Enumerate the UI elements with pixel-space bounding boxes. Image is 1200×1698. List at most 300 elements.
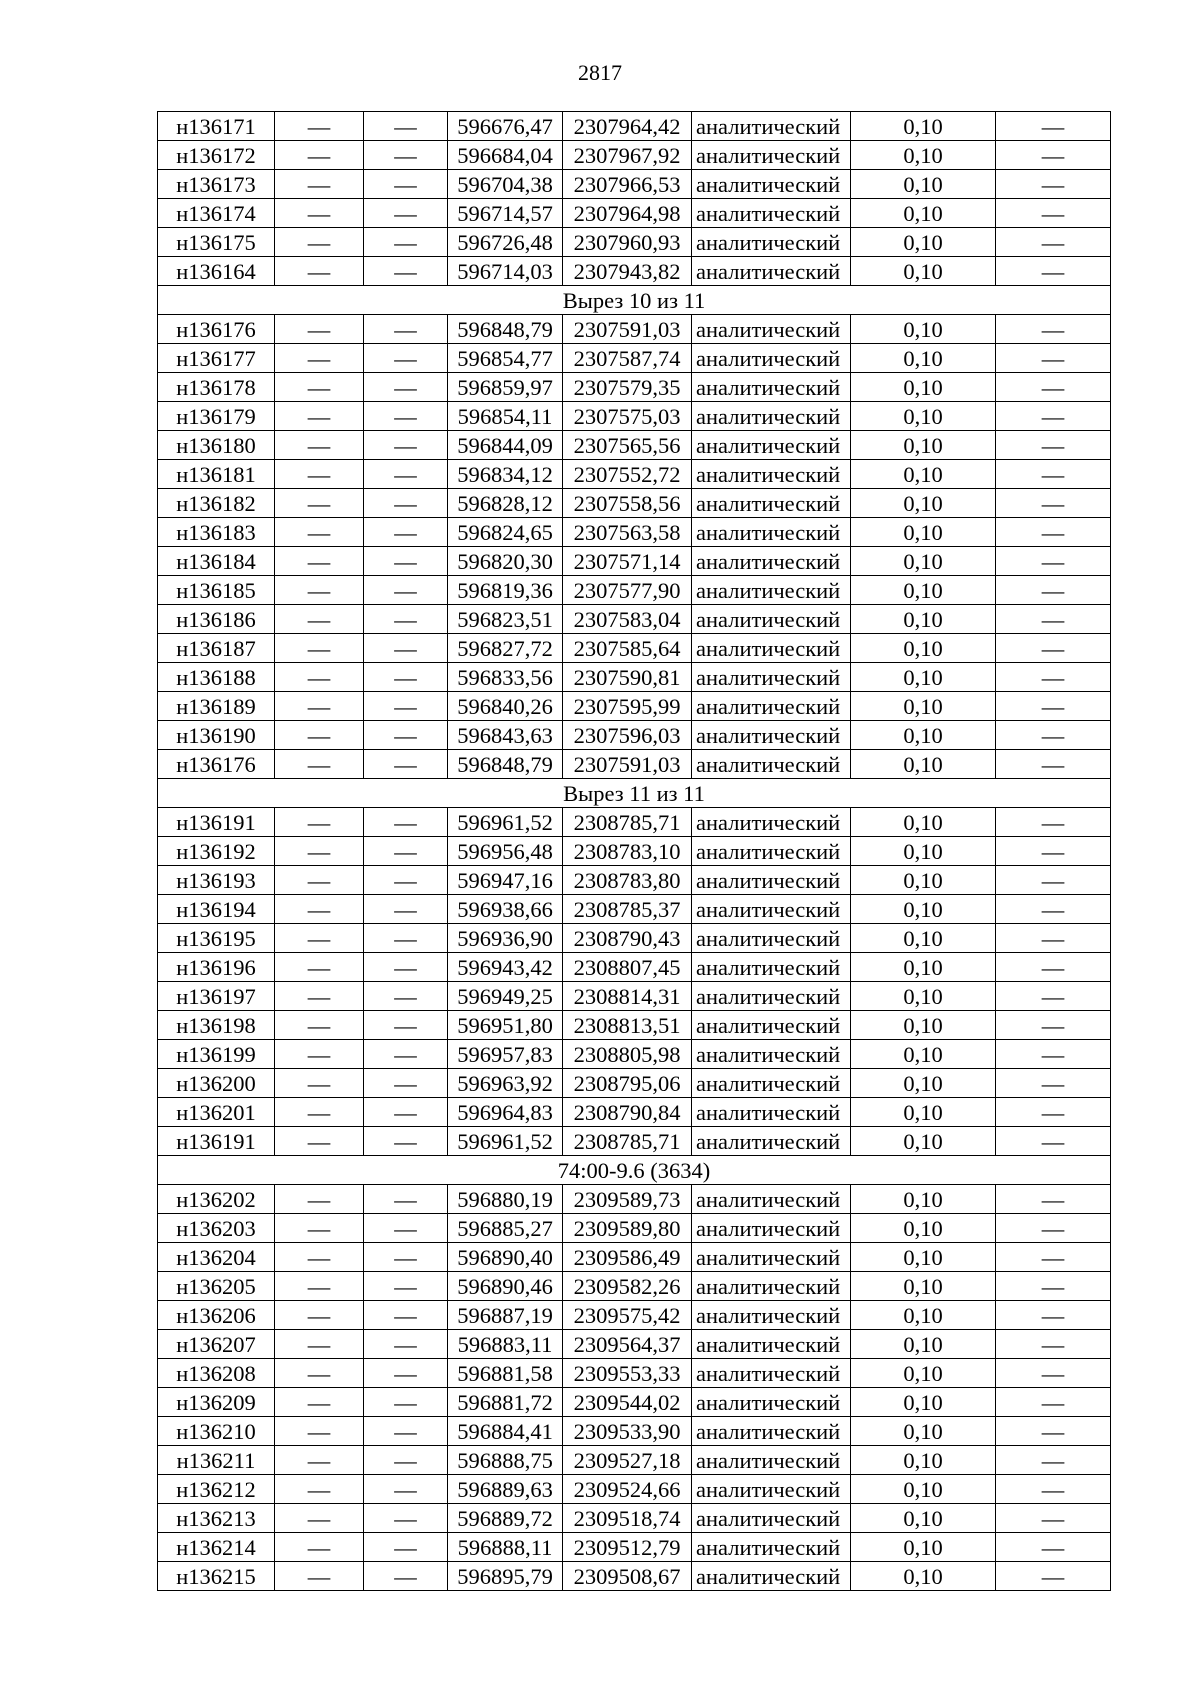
method-cell: аналитический — [692, 953, 851, 982]
accuracy-cell: 0,10 — [851, 228, 996, 257]
x-coordinate-cell: 596963,92 — [448, 1069, 563, 1098]
x-coordinate-cell: 596854,11 — [448, 402, 563, 431]
col8-cell: — — [996, 1359, 1111, 1388]
method-cell: аналитический — [692, 1446, 851, 1475]
x-coordinate-cell: 596714,57 — [448, 199, 563, 228]
accuracy-cell: 0,10 — [851, 605, 996, 634]
x-coordinate-cell: 596889,63 — [448, 1475, 563, 1504]
accuracy-cell: 0,10 — [851, 1417, 996, 1446]
accuracy-cell: 0,10 — [851, 431, 996, 460]
table-row — [158, 1098, 1111, 1127]
col3-cell: — — [364, 721, 448, 750]
method-cell: аналитический — [692, 576, 851, 605]
col2-cell: — — [275, 431, 364, 460]
x-coordinate-cell: 596890,46 — [448, 1272, 563, 1301]
point-id-cell: н136185 — [158, 576, 275, 605]
y-coordinate-cell: 2308790,43 — [563, 924, 692, 953]
col2-cell: — — [275, 576, 364, 605]
point-id-cell: н136176 — [158, 750, 275, 779]
accuracy-cell: 0,10 — [851, 837, 996, 866]
method-cell: аналитический — [692, 895, 851, 924]
col8-cell: — — [996, 373, 1111, 402]
accuracy-cell: 0,10 — [851, 721, 996, 750]
table-row — [158, 112, 1111, 141]
x-coordinate-cell: 596823,51 — [448, 605, 563, 634]
x-coordinate-cell: 596936,90 — [448, 924, 563, 953]
x-coordinate-cell: 596885,27 — [448, 1214, 563, 1243]
col3-cell: — — [364, 866, 448, 895]
point-id-cell: н136210 — [158, 1417, 275, 1446]
table-row — [158, 518, 1111, 547]
accuracy-cell: 0,10 — [851, 460, 996, 489]
table-row — [158, 1011, 1111, 1040]
col8-cell: — — [996, 1011, 1111, 1040]
y-coordinate-cell: 2307575,03 — [563, 402, 692, 431]
y-coordinate-cell: 2309518,74 — [563, 1504, 692, 1533]
accuracy-cell: 0,10 — [851, 489, 996, 518]
col8-cell: — — [996, 344, 1111, 373]
x-coordinate-cell: 596827,72 — [448, 634, 563, 663]
point-id-cell: н136198 — [158, 1011, 275, 1040]
method-cell: аналитический — [692, 1504, 851, 1533]
y-coordinate-cell: 2307943,82 — [563, 257, 692, 286]
x-coordinate-cell: 596881,58 — [448, 1359, 563, 1388]
accuracy-cell: 0,10 — [851, 1069, 996, 1098]
method-cell: аналитический — [692, 837, 851, 866]
point-id-cell: н136186 — [158, 605, 275, 634]
col8-cell: — — [996, 1214, 1111, 1243]
point-id-cell: н136172 — [158, 141, 275, 170]
table-row — [158, 605, 1111, 634]
y-coordinate-cell: 2307585,64 — [563, 634, 692, 663]
x-coordinate-cell: 596887,19 — [448, 1301, 563, 1330]
col2-cell: — — [275, 1301, 364, 1330]
method-cell: аналитический — [692, 1475, 851, 1504]
y-coordinate-cell: 2307591,03 — [563, 750, 692, 779]
point-id-cell: н136183 — [158, 518, 275, 547]
table-row — [158, 547, 1111, 576]
col3-cell: — — [364, 663, 448, 692]
col2-cell: — — [275, 344, 364, 373]
col8-cell: — — [996, 750, 1111, 779]
method-cell: аналитический — [692, 141, 851, 170]
method-cell: аналитический — [692, 402, 851, 431]
table-row — [158, 141, 1111, 170]
col3-cell: — — [364, 1446, 448, 1475]
col2-cell: — — [275, 489, 364, 518]
point-id-cell: н136164 — [158, 257, 275, 286]
col2-cell: — — [275, 953, 364, 982]
y-coordinate-cell: 2307563,58 — [563, 518, 692, 547]
point-id-cell: н136212 — [158, 1475, 275, 1504]
table-row — [158, 1417, 1111, 1446]
col3-cell: — — [364, 112, 448, 141]
x-coordinate-cell: 596859,97 — [448, 373, 563, 402]
col2-cell: — — [275, 1562, 364, 1591]
col3-cell: — — [364, 576, 448, 605]
col3-cell: — — [364, 460, 448, 489]
col2-cell: — — [275, 634, 364, 663]
table-row — [158, 663, 1111, 692]
col3-cell: — — [364, 489, 448, 518]
col3-cell: — — [364, 1069, 448, 1098]
col8-cell: — — [996, 1504, 1111, 1533]
col3-cell: — — [364, 1040, 448, 1069]
col2-cell: — — [275, 721, 364, 750]
accuracy-cell: 0,10 — [851, 1388, 996, 1417]
point-id-cell: н136205 — [158, 1272, 275, 1301]
col8-cell: — — [996, 924, 1111, 953]
col2-cell: — — [275, 750, 364, 779]
method-cell: аналитический — [692, 547, 851, 576]
method-cell: аналитический — [692, 170, 851, 199]
method-cell: аналитический — [692, 199, 851, 228]
y-coordinate-cell: 2309524,66 — [563, 1475, 692, 1504]
table-row — [158, 1330, 1111, 1359]
accuracy-cell: 0,10 — [851, 692, 996, 721]
table-row — [158, 431, 1111, 460]
accuracy-cell: 0,10 — [851, 924, 996, 953]
table-row — [158, 837, 1111, 866]
x-coordinate-cell: 596961,52 — [448, 808, 563, 837]
accuracy-cell: 0,10 — [851, 808, 996, 837]
x-coordinate-cell: 596824,65 — [448, 518, 563, 547]
col8-cell: — — [996, 1475, 1111, 1504]
method-cell: аналитический — [692, 1301, 851, 1330]
y-coordinate-cell: 2307960,93 — [563, 228, 692, 257]
table-row — [158, 808, 1111, 837]
method-cell: аналитический — [692, 431, 851, 460]
section-header-row — [158, 1156, 1111, 1185]
col8-cell: — — [996, 605, 1111, 634]
x-coordinate-cell: 596964,83 — [448, 1098, 563, 1127]
col2-cell: — — [275, 547, 364, 576]
y-coordinate-cell: 2307596,03 — [563, 721, 692, 750]
col8-cell: — — [996, 982, 1111, 1011]
x-coordinate-cell: 596938,66 — [448, 895, 563, 924]
point-id-cell: н136171 — [158, 112, 275, 141]
y-coordinate-cell: 2309589,80 — [563, 1214, 692, 1243]
col3-cell: — — [364, 837, 448, 866]
col3-cell: — — [364, 1388, 448, 1417]
col2-cell: — — [275, 605, 364, 634]
col8-cell: — — [996, 1098, 1111, 1127]
col8-cell: — — [996, 1069, 1111, 1098]
col8-cell: — — [996, 112, 1111, 141]
col3-cell: — — [364, 170, 448, 199]
table-row — [158, 1359, 1111, 1388]
col3-cell: — — [364, 315, 448, 344]
page-number: 2817 — [578, 60, 622, 85]
col2-cell: — — [275, 257, 364, 286]
col8-cell: — — [996, 1388, 1111, 1417]
accuracy-cell: 0,10 — [851, 663, 996, 692]
col3-cell: — — [364, 1417, 448, 1446]
accuracy-cell: 0,10 — [851, 1504, 996, 1533]
point-id-cell: н136193 — [158, 866, 275, 895]
col3-cell: — — [364, 1359, 448, 1388]
col8-cell: — — [996, 1243, 1111, 1272]
col2-cell: — — [275, 112, 364, 141]
y-coordinate-cell: 2309512,79 — [563, 1533, 692, 1562]
col8-cell: — — [996, 1301, 1111, 1330]
col2-cell: — — [275, 924, 364, 953]
table-row — [158, 489, 1111, 518]
y-coordinate-cell: 2308783,10 — [563, 837, 692, 866]
col8-cell: — — [996, 808, 1111, 837]
table-row — [158, 924, 1111, 953]
table-row — [158, 1388, 1111, 1417]
y-coordinate-cell: 2309553,33 — [563, 1359, 692, 1388]
table-row — [158, 576, 1111, 605]
col2-cell: — — [275, 866, 364, 895]
point-id-cell: н136173 — [158, 170, 275, 199]
accuracy-cell: 0,10 — [851, 982, 996, 1011]
point-id-cell: н136175 — [158, 228, 275, 257]
col8-cell: — — [996, 576, 1111, 605]
col3-cell: — — [364, 141, 448, 170]
accuracy-cell: 0,10 — [851, 373, 996, 402]
table-body — [158, 112, 1111, 1591]
method-cell: аналитический — [692, 1417, 851, 1446]
section-header-row — [158, 779, 1111, 808]
col2-cell: — — [275, 1243, 364, 1272]
x-coordinate-cell: 596820,30 — [448, 547, 563, 576]
method-cell: аналитический — [692, 924, 851, 953]
col2-cell: — — [275, 1069, 364, 1098]
coordinates-table — [157, 111, 1111, 1591]
col3-cell: — — [364, 1330, 448, 1359]
col3-cell: — — [364, 257, 448, 286]
col2-cell: — — [275, 1011, 364, 1040]
point-id-cell: н136187 — [158, 634, 275, 663]
accuracy-cell: 0,10 — [851, 402, 996, 431]
table-row — [158, 1243, 1111, 1272]
y-coordinate-cell: 2307591,03 — [563, 315, 692, 344]
col2-cell: — — [275, 1272, 364, 1301]
table-row — [158, 460, 1111, 489]
col2-cell: — — [275, 1388, 364, 1417]
col2-cell: — — [275, 663, 364, 692]
y-coordinate-cell: 2308783,80 — [563, 866, 692, 895]
col3-cell: — — [364, 402, 448, 431]
method-cell: аналитический — [692, 1185, 851, 1214]
col3-cell: — — [364, 518, 448, 547]
method-cell: аналитический — [692, 1272, 851, 1301]
y-coordinate-cell: 2307590,81 — [563, 663, 692, 692]
x-coordinate-cell: 596947,16 — [448, 866, 563, 895]
col3-cell: — — [364, 431, 448, 460]
col8-cell: — — [996, 1185, 1111, 1214]
point-id-cell: н136197 — [158, 982, 275, 1011]
accuracy-cell: 0,10 — [851, 1301, 996, 1330]
col2-cell: — — [275, 1127, 364, 1156]
y-coordinate-cell: 2308790,84 — [563, 1098, 692, 1127]
col8-cell: — — [996, 1417, 1111, 1446]
x-coordinate-cell: 596890,40 — [448, 1243, 563, 1272]
y-coordinate-cell: 2308813,51 — [563, 1011, 692, 1040]
col3-cell: — — [364, 605, 448, 634]
accuracy-cell: 0,10 — [851, 1040, 996, 1069]
col2-cell: — — [275, 199, 364, 228]
accuracy-cell: 0,10 — [851, 344, 996, 373]
y-coordinate-cell: 2309544,02 — [563, 1388, 692, 1417]
x-coordinate-cell: 596704,38 — [448, 170, 563, 199]
x-coordinate-cell: 596684,04 — [448, 141, 563, 170]
method-cell: аналитический — [692, 1388, 851, 1417]
y-coordinate-cell: 2307964,42 — [563, 112, 692, 141]
table-row — [158, 721, 1111, 750]
point-id-cell: н136202 — [158, 1185, 275, 1214]
col3-cell: — — [364, 1011, 448, 1040]
point-id-cell: н136206 — [158, 1301, 275, 1330]
y-coordinate-cell: 2307571,14 — [563, 547, 692, 576]
table-row — [158, 1504, 1111, 1533]
col3-cell: — — [364, 1214, 448, 1243]
method-cell: аналитический — [692, 1359, 851, 1388]
table-row — [158, 866, 1111, 895]
method-cell: аналитический — [692, 518, 851, 547]
col2-cell: — — [275, 315, 364, 344]
table-row — [158, 1185, 1111, 1214]
table-row — [158, 1475, 1111, 1504]
col3-cell: — — [364, 634, 448, 663]
method-cell: аналитический — [692, 1243, 851, 1272]
accuracy-cell: 0,10 — [851, 634, 996, 663]
method-cell: аналитический — [692, 721, 851, 750]
point-id-cell: н136213 — [158, 1504, 275, 1533]
col8-cell: — — [996, 460, 1111, 489]
col3-cell: — — [364, 1301, 448, 1330]
table-row — [158, 953, 1111, 982]
col3-cell: — — [364, 808, 448, 837]
table-row — [158, 982, 1111, 1011]
point-id-cell: н136181 — [158, 460, 275, 489]
col3-cell: — — [364, 1272, 448, 1301]
col8-cell: — — [996, 199, 1111, 228]
y-coordinate-cell: 2307966,53 — [563, 170, 692, 199]
col3-cell: — — [364, 547, 448, 576]
col3-cell: — — [364, 1504, 448, 1533]
accuracy-cell: 0,10 — [851, 257, 996, 286]
y-coordinate-cell: 2308807,45 — [563, 953, 692, 982]
col8-cell: — — [996, 489, 1111, 518]
col8-cell: — — [996, 257, 1111, 286]
point-id-cell: н136188 — [158, 663, 275, 692]
point-id-cell: н136189 — [158, 692, 275, 721]
col2-cell: — — [275, 373, 364, 402]
point-id-cell: н136182 — [158, 489, 275, 518]
col2-cell: — — [275, 692, 364, 721]
accuracy-cell: 0,10 — [851, 895, 996, 924]
point-id-cell: н136200 — [158, 1069, 275, 1098]
point-id-cell: н136184 — [158, 547, 275, 576]
y-coordinate-cell: 2309527,18 — [563, 1446, 692, 1475]
accuracy-cell: 0,10 — [851, 547, 996, 576]
y-coordinate-cell: 2309508,67 — [563, 1562, 692, 1591]
accuracy-cell: 0,10 — [851, 199, 996, 228]
accuracy-cell: 0,10 — [851, 576, 996, 605]
col2-cell: — — [275, 808, 364, 837]
col2-cell: — — [275, 1040, 364, 1069]
accuracy-cell: 0,10 — [851, 518, 996, 547]
col3-cell: — — [364, 1185, 448, 1214]
accuracy-cell: 0,10 — [851, 1127, 996, 1156]
point-id-cell: н136196 — [158, 953, 275, 982]
x-coordinate-cell: 596819,36 — [448, 576, 563, 605]
col3-cell: — — [364, 924, 448, 953]
y-coordinate-cell: 2309575,42 — [563, 1301, 692, 1330]
col8-cell: — — [996, 228, 1111, 257]
col8-cell: — — [996, 402, 1111, 431]
method-cell: аналитический — [692, 866, 851, 895]
col3-cell: — — [364, 373, 448, 402]
x-coordinate-cell: 596884,41 — [448, 1417, 563, 1446]
x-coordinate-cell: 596949,25 — [448, 982, 563, 1011]
point-id-cell: н136191 — [158, 808, 275, 837]
y-coordinate-cell: 2308785,71 — [563, 808, 692, 837]
col3-cell: — — [364, 953, 448, 982]
col2-cell: — — [275, 228, 364, 257]
section-title: 74:00-9.6 (3634) — [158, 1156, 1111, 1185]
col3-cell: — — [364, 750, 448, 779]
method-cell: аналитический — [692, 1127, 851, 1156]
x-coordinate-cell: 596889,72 — [448, 1504, 563, 1533]
accuracy-cell: 0,10 — [851, 170, 996, 199]
x-coordinate-cell: 596888,75 — [448, 1446, 563, 1475]
y-coordinate-cell: 2309586,49 — [563, 1243, 692, 1272]
x-coordinate-cell: 596943,42 — [448, 953, 563, 982]
accuracy-cell: 0,10 — [851, 953, 996, 982]
col8-cell: — — [996, 547, 1111, 576]
table-row — [158, 692, 1111, 721]
point-id-cell: н136214 — [158, 1533, 275, 1562]
point-id-cell: н136194 — [158, 895, 275, 924]
method-cell: аналитический — [692, 1040, 851, 1069]
col8-cell: — — [996, 1446, 1111, 1475]
x-coordinate-cell: 596881,72 — [448, 1388, 563, 1417]
table-row — [158, 199, 1111, 228]
x-coordinate-cell: 596880,19 — [448, 1185, 563, 1214]
y-coordinate-cell: 2307595,99 — [563, 692, 692, 721]
col8-cell: — — [996, 170, 1111, 199]
col8-cell: — — [996, 866, 1111, 895]
col2-cell: — — [275, 982, 364, 1011]
y-coordinate-cell: 2307558,56 — [563, 489, 692, 518]
col3-cell: — — [364, 982, 448, 1011]
y-coordinate-cell: 2308795,06 — [563, 1069, 692, 1098]
col2-cell: — — [275, 141, 364, 170]
y-coordinate-cell: 2308785,71 — [563, 1127, 692, 1156]
method-cell: аналитический — [692, 1098, 851, 1127]
col3-cell: — — [364, 1127, 448, 1156]
method-cell: аналитический — [692, 1330, 851, 1359]
col3-cell: — — [364, 692, 448, 721]
point-id-cell: н136195 — [158, 924, 275, 953]
point-id-cell: н136179 — [158, 402, 275, 431]
y-coordinate-cell: 2309589,73 — [563, 1185, 692, 1214]
y-coordinate-cell: 2307552,72 — [563, 460, 692, 489]
y-coordinate-cell: 2307587,74 — [563, 344, 692, 373]
table-row — [158, 257, 1111, 286]
col2-cell: — — [275, 1098, 364, 1127]
table-row — [158, 1446, 1111, 1475]
accuracy-cell: 0,10 — [851, 1011, 996, 1040]
y-coordinate-cell: 2307964,98 — [563, 199, 692, 228]
col8-cell: — — [996, 1127, 1111, 1156]
col8-cell: — — [996, 953, 1111, 982]
x-coordinate-cell: 596956,48 — [448, 837, 563, 866]
